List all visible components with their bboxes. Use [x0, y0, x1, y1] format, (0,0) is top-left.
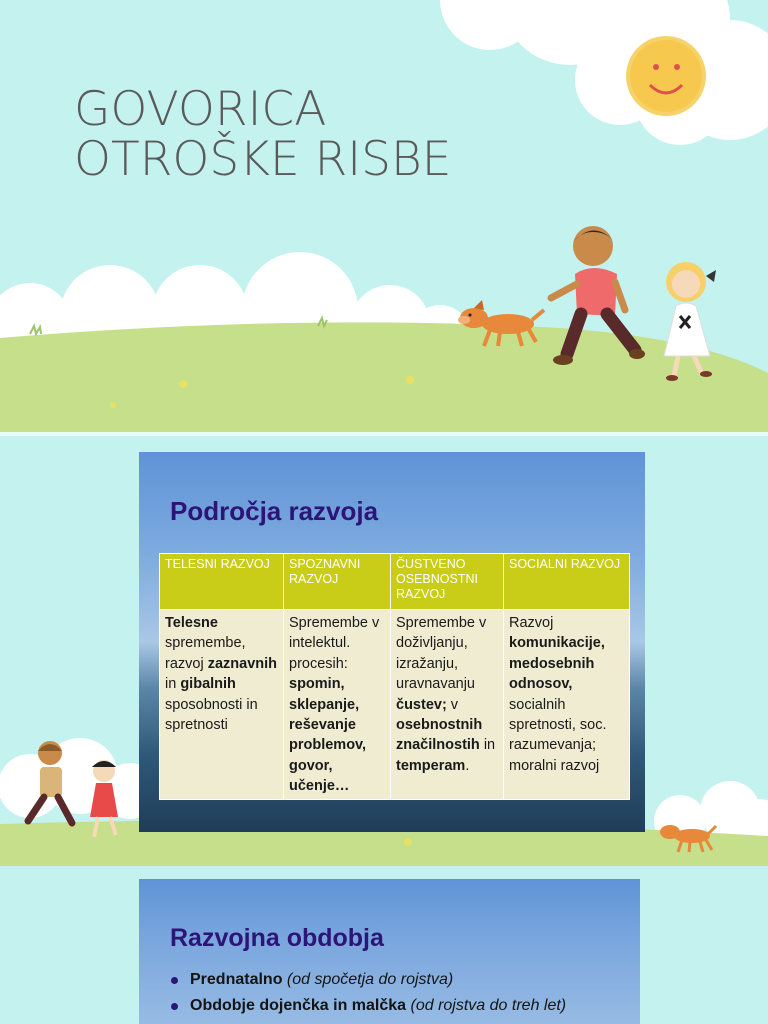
slide-heading: Razvojna obdobja [170, 924, 384, 952]
cell-text-bold: osebnostnih značilnostih [396, 717, 483, 754]
development-table [159, 553, 630, 800]
slide-heading: Področja razvoja [170, 496, 379, 526]
cell-text-bold: spomin, sklepanje, reševanje problemov, govor, učenje… [289, 676, 367, 795]
cell-text: Spremembe v intelektul. procesih: [289, 615, 380, 672]
girl-illustration [654, 256, 724, 384]
cell-text: in [165, 676, 181, 693]
development-areas-slide [139, 452, 645, 832]
table-header-cell: ČUSTVENO OSEBNOSTNI RAZVOJ [391, 554, 504, 610]
list-item [171, 996, 611, 1016]
title-line-1: GOVORICA [74, 82, 327, 137]
boy-illustration [545, 224, 645, 369]
list-item [171, 970, 611, 990]
table-header-row [160, 554, 630, 610]
table-row [160, 610, 630, 800]
table-header-cell: SPOZNAVNI RAZVOJ [284, 554, 391, 610]
item-italic: (od rojstva do treh let) [406, 997, 567, 1014]
table-cell-physical [160, 610, 284, 800]
grass-hill [0, 318, 768, 432]
table-cell-social [504, 610, 630, 800]
cell-text: sposobnosti in spretnosti [165, 696, 258, 734]
table-header-cell: TELESNI RAZVOJ [160, 554, 284, 610]
title-slide [0, 0, 768, 432]
dog-small [658, 820, 718, 856]
cell-text: v [446, 696, 459, 713]
cell-text: in [479, 737, 496, 754]
item-italic: (od spočetja do rojstva) [282, 971, 454, 988]
item-bold: Obdobje dojenčka in malčka [190, 997, 407, 1014]
item-bold: Prednatalno [190, 971, 283, 988]
dog-illustration [456, 298, 546, 352]
bullet-icon [171, 1003, 178, 1010]
cell-text-bold: Telesne [165, 615, 218, 631]
cell-text-bold: zaznavnih [207, 655, 278, 672]
cell-text: spremembe, razvoj [165, 635, 246, 672]
cell-text: Spremembe v doživljanju, izražanju, uravnavanju [396, 615, 487, 693]
cell-text-bold: temperam [396, 757, 466, 774]
title-line-2: OTROŠKE RISBE [74, 132, 452, 187]
cell-text-bold: čustev; [396, 696, 447, 713]
development-periods-slide [139, 879, 640, 1024]
cell-text: socialnih spretnosti, soc. razumevanja; moralni razvoj [509, 696, 607, 774]
cell-text: Razvoj [509, 615, 554, 631]
cell-text-bold: gibalnih [180, 676, 236, 693]
table-cell-cognitive [284, 610, 391, 800]
periods-list [171, 970, 611, 1022]
bullet-icon [171, 977, 178, 984]
table-header-cell: SOCIALNI RAZVOJ [504, 554, 630, 610]
cell-text: . [465, 757, 470, 774]
sun-icon [620, 33, 716, 119]
cell-text-bold: komunikacije, medosebnih odnosov, [509, 635, 605, 693]
presentation-title [74, 82, 452, 187]
children-illustration [18, 741, 128, 841]
table-cell-emotional [391, 610, 504, 800]
